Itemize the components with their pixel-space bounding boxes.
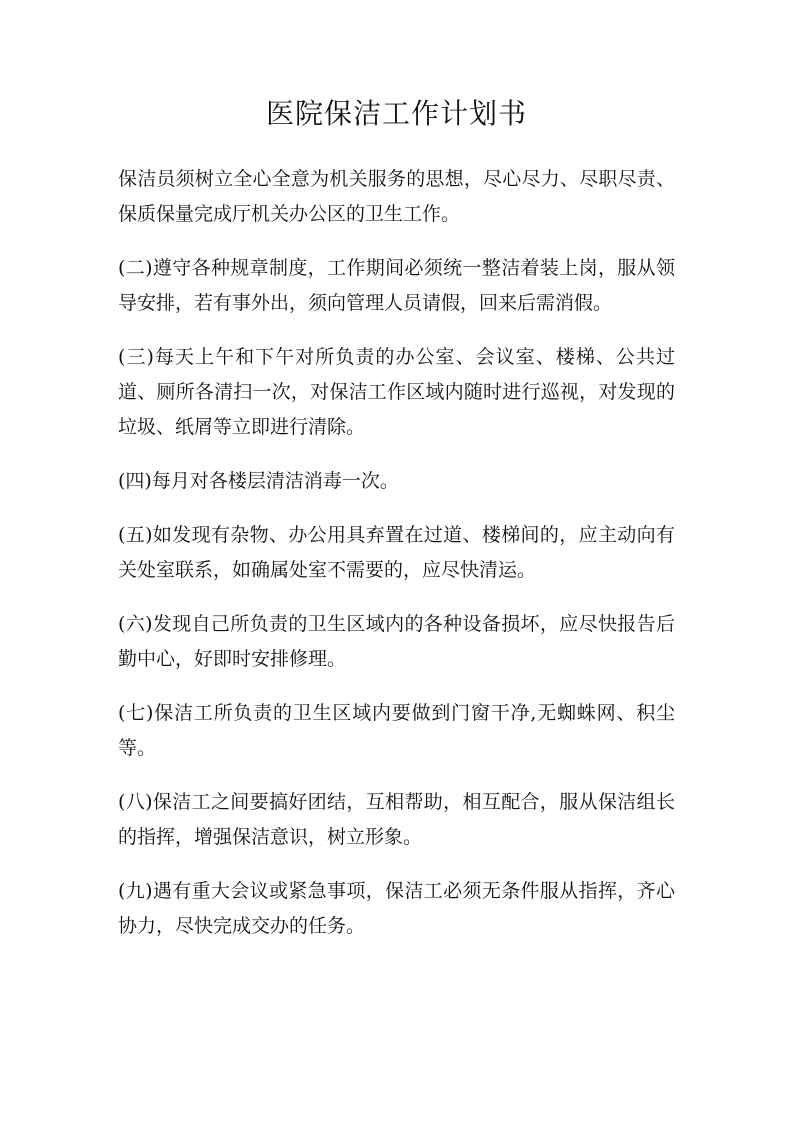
paragraph-item-8: (八)保洁工之间要搞好团结，互相帮助，相互配合，服从保洁组长的指挥，增强保洁意识，树立形象。: [118, 791, 675, 848]
document-title: 医院保洁工作计划书: [265, 97, 527, 130]
paragraph-item-6: (六)发现自己所负责的卫生区域内的各种设备损坏，应尽快报告后勤中心，好即时安排修理。: [118, 613, 675, 670]
paragraph-item-7: (七)保洁工所负责的卫生区域内要做到门窗干净,无蜘蛛网、积尘等。: [118, 702, 675, 759]
paragraph-item-2: (二)遵守各种规章制度，工作期间必须统一整洁着装上岗，服从领导安排，若有事外出，须向管理人员请假，回来后需消假。: [118, 257, 675, 314]
paragraph-item-5: (五)如发现有杂物、办公用具弃置在过道、楼梯间的，应主动向有关处室联系，如确属处室不需要的，应尽快清运。: [118, 524, 675, 581]
paragraph-item-4: (四)每月对各楼层清洁消毒一次。: [118, 470, 399, 492]
paragraph-item-3: (三)每天上午和下午对所负责的办公室、会议室、楼梯、公共过道、厕所各清扫一次，对保洁工作区域内随时进行巡视，对发现的垃圾、纸屑等立即进行清除。: [118, 346, 675, 438]
paragraph-intro: 保洁员须树立全心全意为机关服务的思想，尽心尽力、尽职尽责、保质保量完成厅机关办公区的卫生工作。: [118, 168, 675, 225]
paragraph-item-9: (九)遇有重大会议或紧急事项，保洁工必须无条件服从指挥，齐心协力，尽快完成交办的任务。: [118, 880, 675, 937]
